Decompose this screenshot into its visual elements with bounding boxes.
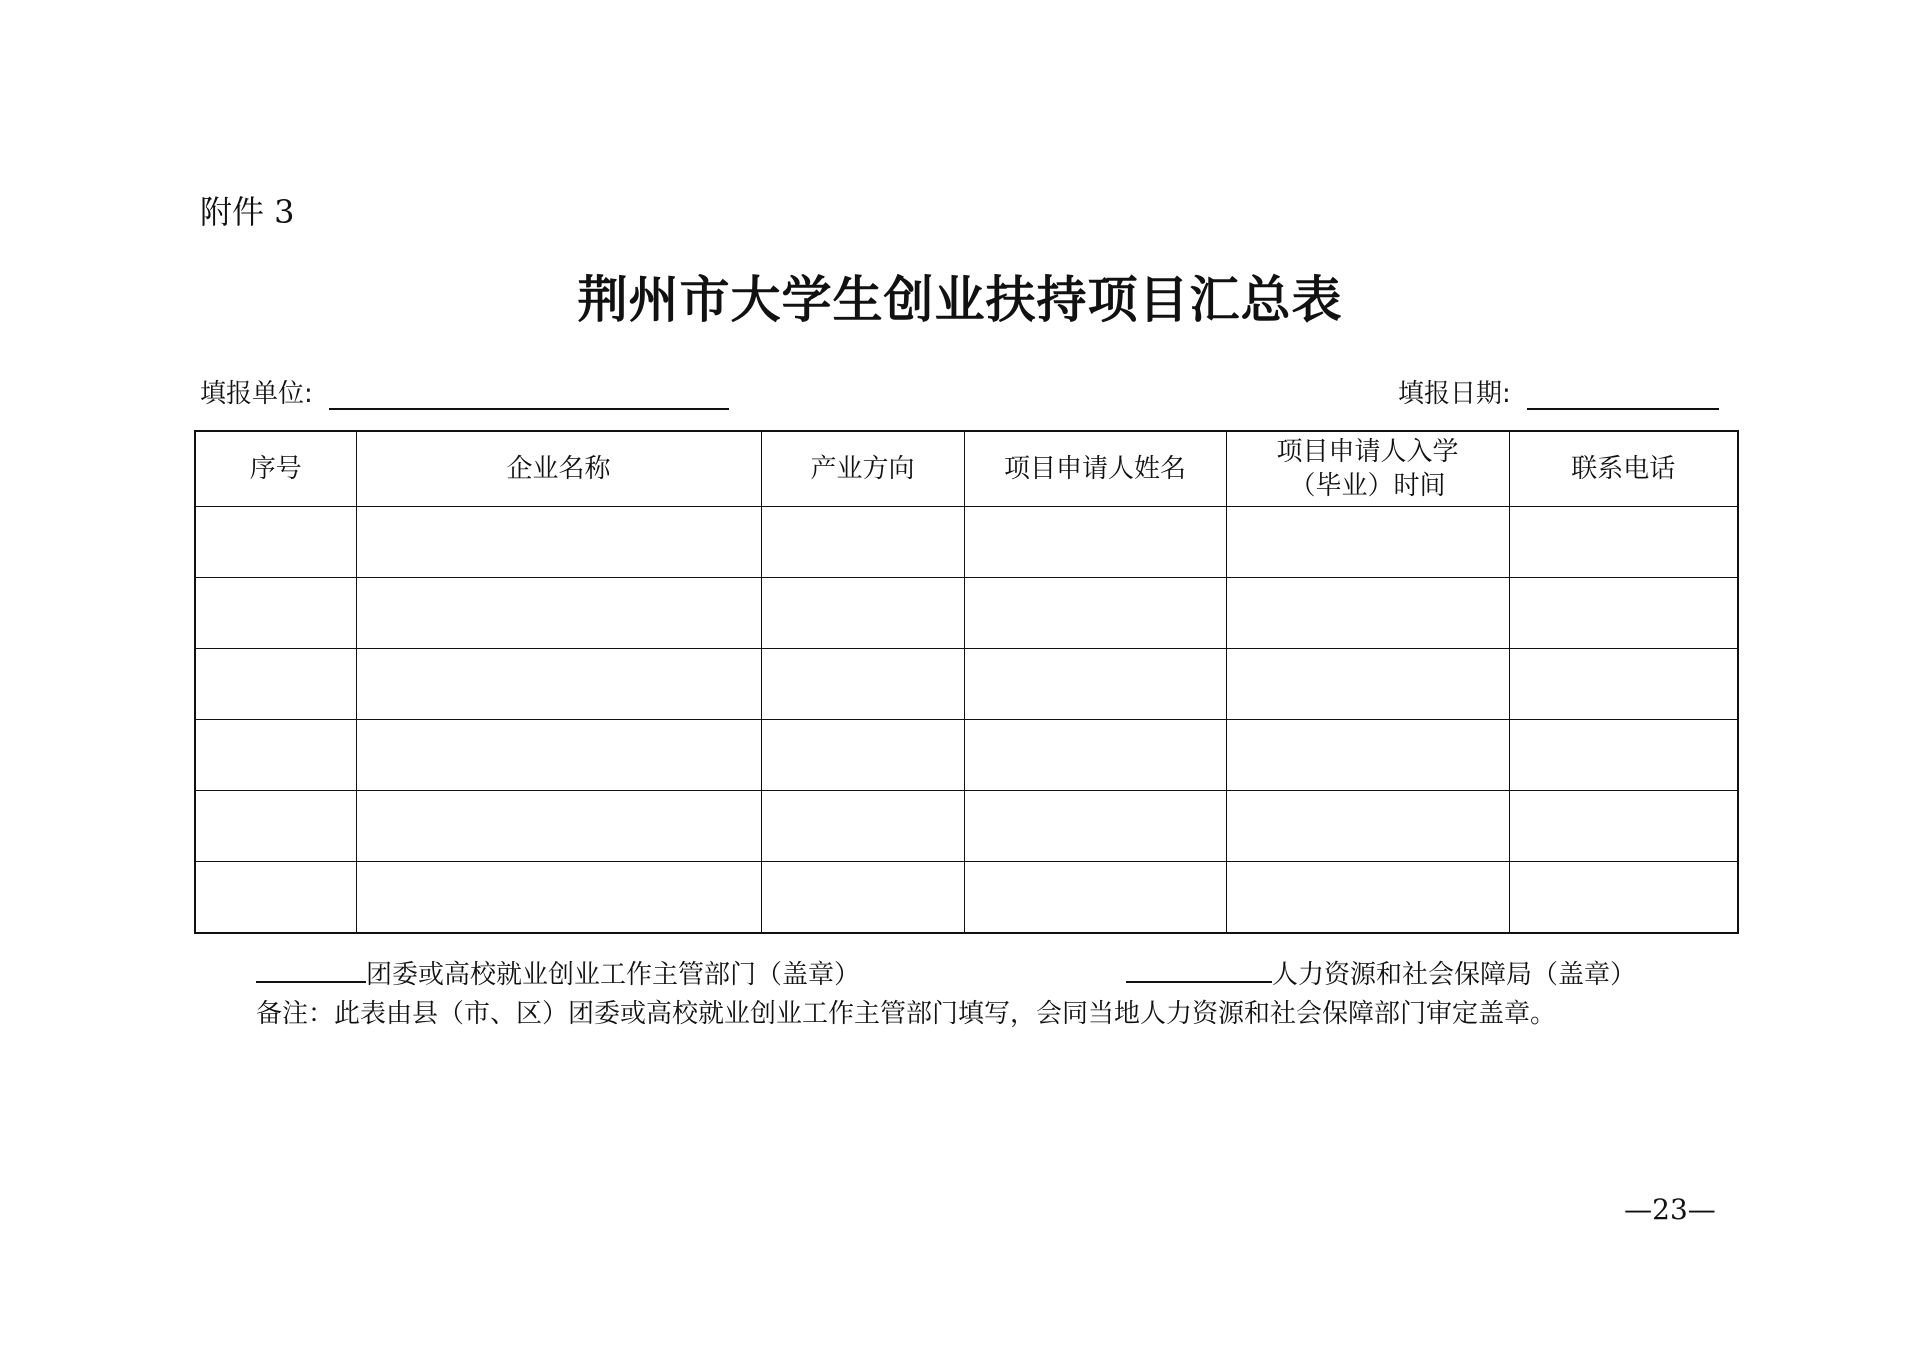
table-cell[interactable] xyxy=(356,862,761,934)
table-cell[interactable] xyxy=(356,649,761,720)
table-cell[interactable] xyxy=(356,578,761,649)
table-cell[interactable] xyxy=(964,507,1226,578)
stamp-right-blank[interactable] xyxy=(1126,955,1272,983)
table-cell[interactable] xyxy=(1226,578,1509,649)
table-row xyxy=(195,578,1738,649)
table-cell[interactable] xyxy=(356,720,761,791)
table-cell[interactable] xyxy=(761,791,964,862)
table-cell[interactable] xyxy=(1226,720,1509,791)
header-company-name: 企业名称 xyxy=(356,431,761,507)
table-cell[interactable] xyxy=(761,578,964,649)
table-cell[interactable] xyxy=(964,720,1226,791)
table-cell[interactable] xyxy=(1509,862,1738,934)
table-cell[interactable] xyxy=(195,649,356,720)
header-enrollment-line2: （毕业）时间 xyxy=(1289,471,1446,501)
table-cell[interactable] xyxy=(761,507,964,578)
header-phone: 联系电话 xyxy=(1509,431,1738,507)
table-cell[interactable] xyxy=(1509,791,1738,862)
fill-unit-row xyxy=(200,374,729,414)
table-cell[interactable] xyxy=(195,791,356,862)
table-cell[interactable] xyxy=(1509,507,1738,578)
table-row xyxy=(195,791,1738,862)
stamp-left-blank[interactable] xyxy=(256,955,366,983)
fill-date-blank[interactable] xyxy=(1527,378,1719,410)
table-row xyxy=(195,507,1738,578)
table-cell[interactable] xyxy=(761,720,964,791)
table-header-row xyxy=(195,431,1738,507)
header-industry-direction: 产业方向 xyxy=(761,431,964,507)
fill-date-label: 填报日期: xyxy=(1398,379,1511,409)
header-enrollment-time xyxy=(1226,431,1509,507)
table-cell[interactable] xyxy=(964,578,1226,649)
table-row xyxy=(195,862,1738,934)
table-cell[interactable] xyxy=(1509,578,1738,649)
table-cell[interactable] xyxy=(761,649,964,720)
table-cell[interactable] xyxy=(195,507,356,578)
table-cell[interactable] xyxy=(1226,791,1509,862)
fill-unit-blank[interactable] xyxy=(329,378,729,410)
table-cell[interactable] xyxy=(761,862,964,934)
table-cell[interactable] xyxy=(964,791,1226,862)
table-cell[interactable] xyxy=(1509,649,1738,720)
table-cell[interactable] xyxy=(1226,862,1509,934)
fill-date-row xyxy=(1398,374,1719,414)
table-cell[interactable] xyxy=(964,862,1226,934)
table-cell[interactable] xyxy=(195,578,356,649)
table-cell[interactable] xyxy=(356,791,761,862)
table-cell[interactable] xyxy=(195,862,356,934)
stamp-right-line xyxy=(1126,955,1636,992)
table-cell[interactable] xyxy=(1509,720,1738,791)
table-cell[interactable] xyxy=(1226,649,1509,720)
table-cell[interactable] xyxy=(1226,507,1509,578)
table-cell[interactable] xyxy=(964,649,1226,720)
stamp-left-line xyxy=(256,955,860,992)
stamp-right-text: 人力资源和社会保障局（盖章） xyxy=(1272,960,1637,990)
remark-note: 备注：此表由县（市、区）团委或高校就业创业工作主管部门填写，会同当地人力资源和社会保障部门审定盖章。 xyxy=(256,999,1557,1029)
document-title: 荆州市大学生创业扶持项目汇总表 xyxy=(577,270,1343,329)
summary-table xyxy=(194,430,1739,934)
fill-unit-label: 填报单位: xyxy=(200,379,313,409)
table-cell[interactable] xyxy=(356,507,761,578)
table-row xyxy=(195,649,1738,720)
table-row xyxy=(195,720,1738,791)
page-number: —23— xyxy=(1624,1193,1716,1226)
header-serial-number: 序号 xyxy=(195,431,356,507)
table-cell[interactable] xyxy=(195,720,356,791)
header-applicant-name: 项目申请人姓名 xyxy=(964,431,1226,507)
stamp-left-text: 团委或高校就业创业工作主管部门（盖章） xyxy=(366,960,861,990)
header-enrollment-line1: 项目申请人入学 xyxy=(1276,437,1459,467)
attachment-label: 附件 3 xyxy=(200,193,295,231)
